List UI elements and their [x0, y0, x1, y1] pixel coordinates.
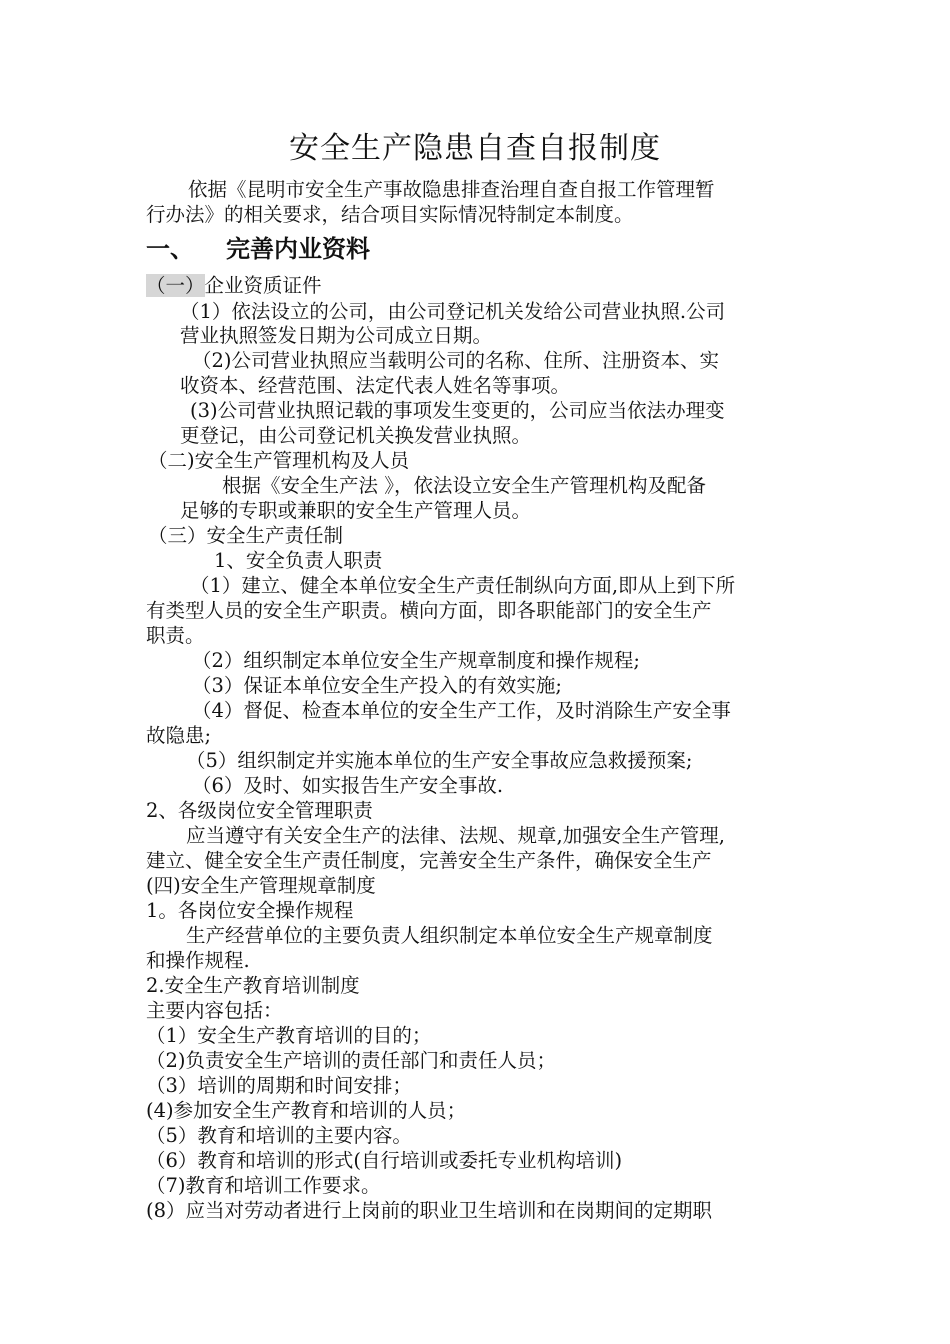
body-line: （1）依法设立的公司，由公司登记机关发给公司营业执照.公司	[180, 300, 726, 323]
body-line: （5）组织制定并实施本单位的生产安全事故应急救援预案;	[186, 749, 693, 772]
body-line: （1）建立、健全本单位安全生产责任制纵向方面,即从上到下所	[190, 574, 736, 597]
list-item: （1）安全生产教育培训的目的；	[146, 1024, 432, 1047]
list-item: （6）教育和培训的形式(自行培训或委托专业机构培训)	[146, 1149, 623, 1172]
subsection-heading: （二)安全生产管理机构及人员	[148, 449, 410, 472]
body-line: 应当遵守有关安全生产的法律、法规、规章,加强安全生产管理,	[186, 824, 725, 847]
subsection-heading: (四)安全生产管理规章制度	[146, 874, 376, 897]
section-number: 一、	[146, 235, 194, 263]
body-line: 有类型人员的安全生产职责。横向方面，即各职能部门的安全生产	[146, 599, 712, 622]
list-item: (8）应当对劳动者进行上岗前的职业卫生培训和在岗期间的定期职	[146, 1199, 713, 1222]
body-line: （4）督促、检查本单位的安全生产工作，及时消除生产安全事	[192, 699, 731, 722]
body-line: (3)公司营业执照记载的事项发生变更的，公司应当依法办理变	[190, 399, 725, 422]
subsection-heading	[146, 274, 322, 298]
subsection-heading: （三）安全生产责任制	[148, 524, 344, 547]
item-heading: 2、各级岗位安全管理职责	[146, 799, 373, 822]
body-line: 建立、健全安全生产责任制度，完善安全生产条件，确保安全生产	[146, 849, 712, 872]
list-item: （3）培训的周期和时间安排；	[146, 1074, 412, 1097]
body-line: 职责。	[146, 624, 205, 647]
intro-line: 行办法》的相关要求，结合项目实际情况特制定本制度。	[146, 203, 634, 226]
subsection-title: 企业资质证件	[204, 274, 322, 297]
body-line: 根据《安全生产法 》，依法设立安全生产管理机构及配备	[222, 474, 706, 497]
list-item: （5）教育和培训的主要内容。	[146, 1124, 412, 1147]
list-item: (4)参加安全生产教育和培训的人员；	[146, 1099, 467, 1122]
body-line: 足够的专职或兼职的安全生产管理人员。	[180, 499, 532, 522]
body-line: 主要内容包括：	[146, 999, 283, 1022]
body-line: 营业执照签发日期为公司成立日期。	[180, 324, 493, 347]
body-line: 更登记，由公司登记机关换发营业执照。	[180, 424, 532, 447]
section-heading	[146, 234, 370, 264]
body-line: 收资本、经营范围、法定代表人姓名等事项。	[180, 374, 571, 397]
body-line: （2)公司营业执照应当载明公司的名称、住所、注册资本、实	[192, 349, 720, 372]
item-heading: 2.安全生产教育培训制度	[146, 974, 360, 997]
intro-line: 依据《昆明市安全生产事故隐患排查治理自查自报工作管理暂	[188, 178, 715, 201]
list-item: （7)教育和培训工作要求。	[146, 1174, 381, 1197]
item-heading: 1。各岗位安全操作规程	[146, 899, 354, 922]
section-title: 完善内业资料	[226, 235, 370, 263]
body-line: （6）及时、如实报告生产安全事故.	[192, 774, 504, 797]
body-line: 生产经营单位的主要负责人组织制定本单位安全生产规章制度	[186, 924, 713, 947]
body-line: （2）组织制定本单位安全生产规章制度和操作规程;	[192, 649, 640, 672]
body-line: 故隐患;	[146, 724, 212, 747]
body-line: 和操作规程.	[146, 949, 250, 972]
document-title: 安全生产隐患自查自报制度	[289, 131, 661, 166]
subsection-label-highlight: （一）	[146, 274, 205, 297]
list-item: （2)负责安全生产培训的责任部门和责任人员；	[146, 1049, 557, 1072]
item-heading: 1、安全负责人职责	[214, 549, 383, 572]
body-line: （3）保证本单位安全生产投入的有效实施;	[192, 674, 562, 697]
